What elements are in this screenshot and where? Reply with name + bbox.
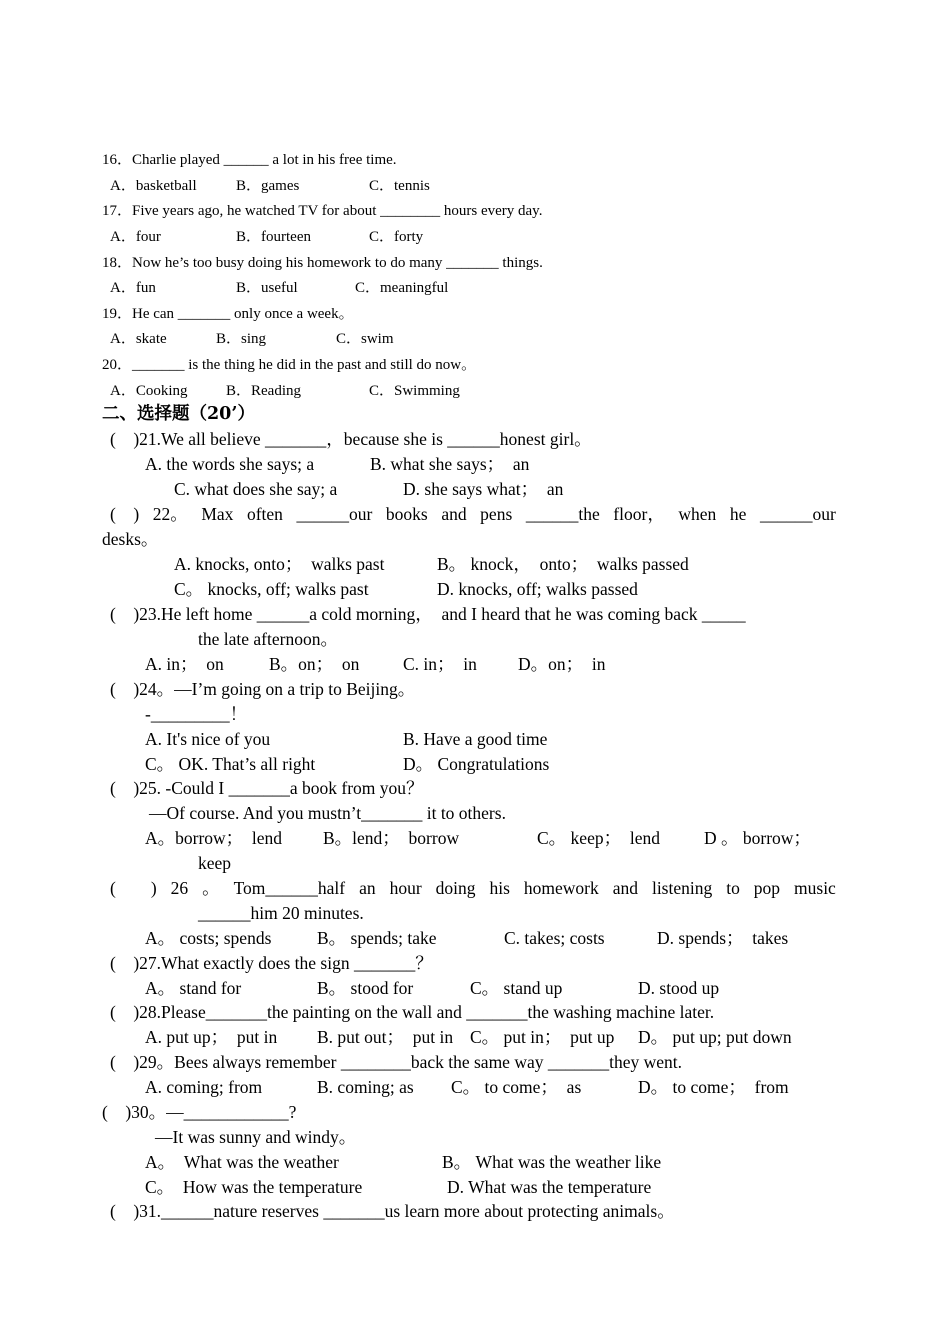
question-29-option-b: B. coming; as — [317, 1077, 414, 1097]
question-24-option-c: C。 OK. That’s all right — [145, 754, 316, 774]
question-27-option-a: A。 stand for — [145, 978, 242, 998]
question-19-option-b: B．sing — [216, 331, 267, 347]
question-22-option-b: B。 knock， onto； walks passed — [437, 554, 689, 574]
stem-word: he — [729, 504, 747, 524]
question-19-option-c: C．swim — [336, 331, 394, 347]
question-18-option-a: A．fun — [110, 280, 156, 296]
question-25-option-d: D 。 borrow； — [704, 828, 811, 848]
question-17-stem: 17．Five years ago, he watched TV for about ________ hours every day. — [102, 203, 543, 219]
stem-word: ______the — [525, 504, 600, 524]
question-25-stem: ( )25. -Could I _______a book from you？ — [110, 778, 424, 798]
question-22-stem — [110, 506, 836, 524]
question-21-option-d: D. she says what； an — [403, 479, 564, 499]
question-29-option-d: D。 to come； from — [638, 1077, 789, 1097]
stem-word: and — [441, 504, 467, 524]
stem-word: ( ) — [110, 504, 140, 524]
question-19-option-a: A．skate — [110, 331, 167, 347]
question-30-option-b: B。 What was the weather like — [442, 1152, 662, 1172]
stem-word: and — [612, 878, 638, 898]
question-23-stem-continued: the late afternoon。 — [198, 629, 338, 649]
stem-word: 26 — [170, 878, 189, 898]
question-20-option-b: B．Reading — [226, 383, 301, 399]
question-28-option-a: A. put up； put in — [145, 1027, 278, 1047]
question-21-stem: ( )21.We all believe _______，because she is ______honest girl。 — [110, 429, 592, 449]
stem-word: floor， — [613, 504, 665, 524]
question-22-option-d: D. knocks, off; walks passed — [437, 579, 638, 599]
question-24-option-b: B. Have a good time — [403, 729, 548, 749]
question-29-option-c: C。 to come； as — [451, 1077, 582, 1097]
question-27-option-c: C。 stand up — [470, 978, 563, 998]
question-26-stem — [110, 880, 836, 898]
question-24-stem: ( )24。—I’m going on a trip to Beijing。 — [110, 679, 416, 699]
question-30-option-a: A。 What was the weather — [145, 1152, 339, 1172]
stem-word: hour — [389, 878, 422, 898]
question-30-option-d: D. What was the temperature — [447, 1177, 652, 1197]
stem-word: books — [385, 504, 428, 524]
stem-word: 。 — [202, 878, 220, 898]
question-26-stem-continued: ______him 20 minutes. — [198, 903, 364, 923]
question-17-option-b: B．fourteen — [236, 229, 311, 245]
stem-word: 22。 — [152, 504, 188, 524]
stem-word: ______our — [296, 504, 373, 524]
question-23-option-a: A. in； on — [145, 654, 224, 674]
stem-word: listening — [651, 878, 713, 898]
question-25-option-a: A。borrow； lend — [145, 828, 283, 848]
stem-word: Tom______half — [233, 878, 346, 898]
question-27-option-d: D. stood up — [638, 978, 720, 998]
stem-word: when — [678, 504, 717, 524]
question-16-option-b: B．games — [236, 178, 300, 194]
question-30-stem: ( )30。—____________? — [102, 1102, 297, 1122]
question-26-option-d: D. spends； takes — [657, 928, 789, 948]
question-28-stem: ( )28.Please_______the painting on the wall and _______the washing machine later. — [110, 1002, 715, 1022]
question-30-reply: —It was sunny and windy。 — [155, 1127, 357, 1147]
question-18-option-b: B．useful — [236, 280, 298, 296]
stem-word: homework — [523, 878, 599, 898]
question-23-stem: ( )23.He left home ______a cold morning， and I heard that he was coming back _____ — [110, 604, 746, 624]
question-21-option-c: C. what does she say; a — [174, 479, 338, 499]
question-19-stem: 19．He can _______ only once a week。 — [102, 306, 354, 322]
question-27-option-b: B。 stood for — [317, 978, 414, 998]
question-22-option-c: C。 knocks, off; walks past — [174, 579, 369, 599]
stem-word: music — [794, 878, 836, 898]
question-16-option-c: C．tennis — [369, 178, 430, 194]
stem-word: ( ) — [110, 878, 157, 898]
question-29-stem: ( )29。Bees always remember ________back the same way _______they went. — [110, 1052, 682, 1072]
question-16-option-a: A．basketball — [110, 178, 197, 194]
question-27-stem: ( )27.What exactly does the sign _______？ — [110, 953, 433, 973]
question-26-option-a: A。 costs; spends — [145, 928, 272, 948]
question-17-option-a: A．four — [110, 229, 161, 245]
question-16-stem: 16．Charlie played ______ a lot in his free time. — [102, 152, 397, 168]
question-25-reply: —Of course. And you mustn’t_______ it to others. — [149, 803, 506, 823]
question-25-option-c: C。 keep； lend — [537, 828, 660, 848]
question-30-option-c: C。 How was the temperature — [145, 1177, 363, 1197]
question-21-option-a: A. the words she says; a — [145, 454, 315, 474]
question-25-option-b: B。lend； borrow — [323, 828, 460, 848]
stem-word: an — [359, 878, 376, 898]
stem-word: pens — [480, 504, 513, 524]
stem-word: Max — [201, 504, 234, 524]
question-20-option-a: A．Cooking — [110, 383, 188, 399]
question-20-stem: 20．_______ is the thing he did in the past and still do now。 — [102, 357, 477, 373]
question-28-option-b: B. put out； put in — [317, 1027, 454, 1047]
stem-word: his — [489, 878, 510, 898]
question-21-option-b: B. what she says； an — [370, 454, 530, 474]
question-28-option-d: D。 put up; put down — [638, 1027, 792, 1047]
section-heading: 二、选择题（20’） — [102, 404, 255, 424]
stem-word: ______our — [760, 504, 836, 524]
stem-word: often — [246, 504, 283, 524]
question-18-option-c: C．meaningful — [355, 280, 449, 296]
question-20-option-c: C．Swimming — [369, 383, 460, 399]
question-26-option-c: C. takes; costs — [504, 928, 605, 948]
question-24-answer-blank: -_________！ — [145, 704, 248, 724]
question-29-option-a: A. coming; from — [145, 1077, 263, 1097]
question-18-stem: 18．Now he’s too busy doing his homework to do many _______ things. — [102, 255, 543, 271]
stem-word: doing — [435, 878, 476, 898]
question-28-option-c: C。 put in； put up — [470, 1027, 615, 1047]
stem-word: to — [726, 878, 740, 898]
question-22-option-a: A. knocks, onto； walks past — [174, 554, 385, 574]
question-25-option-continued: keep — [198, 853, 232, 873]
stem-word: pop — [753, 878, 781, 898]
question-31-stem: ( )31.______nature reserves _______us learn more about protecting animals。 — [110, 1201, 675, 1221]
question-23-option-b: B。on； on — [269, 654, 360, 674]
question-23-option-d: D。on； in — [518, 654, 606, 674]
question-24-option-d: D。 Congratulations — [403, 754, 550, 774]
question-26-option-b: B。 spends; take — [317, 928, 437, 948]
question-24-option-a: A. It's nice of you — [145, 729, 271, 749]
question-17-option-c: C．forty — [369, 229, 424, 245]
question-23-option-c: C. in； in — [403, 654, 477, 674]
question-22-stem-continued: desks。 — [102, 529, 159, 549]
